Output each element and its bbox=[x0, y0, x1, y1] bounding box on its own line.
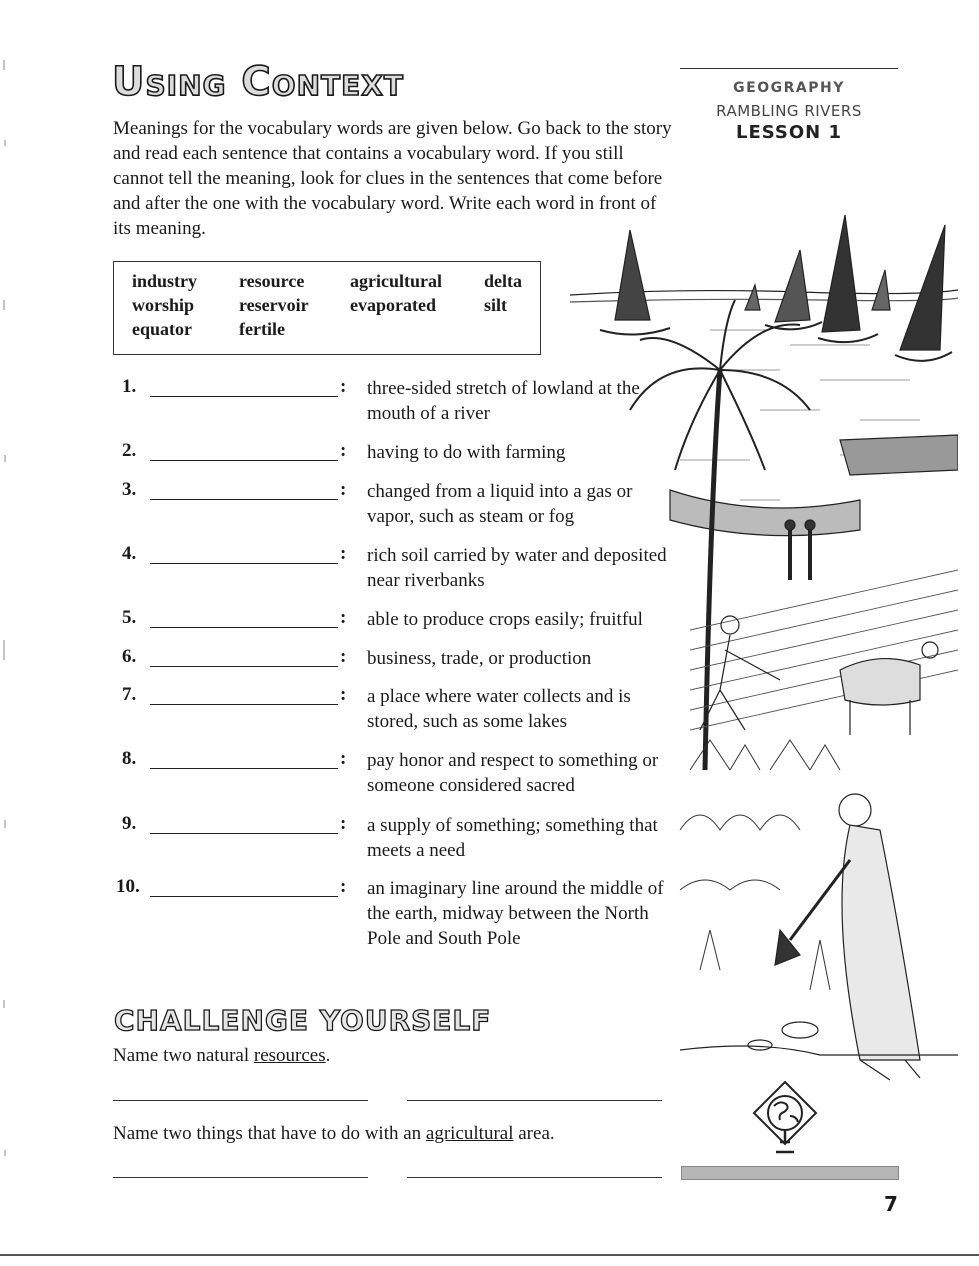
item-number: 2. bbox=[122, 440, 137, 461]
answer-line[interactable] bbox=[113, 1177, 368, 1178]
item-definition: rich soil carried by water and deposited near riverbanks bbox=[367, 545, 667, 591]
vocab-word: resource bbox=[239, 271, 305, 291]
answer-blank[interactable] bbox=[150, 896, 338, 897]
vocab-word: delta bbox=[484, 271, 522, 291]
scan-edge-marks bbox=[2, 0, 8, 1266]
vocab-word: worship bbox=[132, 295, 195, 315]
item-colon: : bbox=[340, 813, 347, 834]
vocabulary-word-box bbox=[113, 261, 541, 355]
item-number: 3. bbox=[122, 479, 137, 500]
item-definition: an imaginary line around the middle of the earth, midway between the North Pole and South Pole bbox=[367, 878, 664, 949]
river-farming-illustration bbox=[560, 210, 958, 1086]
item-colon: : bbox=[340, 876, 347, 897]
answer-line[interactable] bbox=[113, 1100, 368, 1101]
item-number: 8. bbox=[122, 748, 137, 769]
item-definition: three-sided stretch of lowland at the mouth of a river bbox=[367, 378, 640, 424]
question-keyword: resources bbox=[253, 1045, 326, 1066]
item-number: 5. bbox=[122, 607, 137, 628]
item-definition: having to do with farming bbox=[367, 442, 566, 463]
item-definition: a place where water collects and is stored, such as some lakes bbox=[367, 686, 631, 732]
item-definition: pay honor and respect to something or someone considered sacred bbox=[367, 750, 659, 796]
answer-blank[interactable] bbox=[150, 460, 338, 461]
vocab-word: equator bbox=[132, 319, 192, 339]
item-definition: business, trade, or production bbox=[367, 648, 592, 669]
answer-line[interactable] bbox=[407, 1177, 662, 1178]
answer-blank[interactable] bbox=[150, 666, 338, 667]
unit-label: RAMBLING RIVERS bbox=[716, 102, 862, 120]
vocab-word: industry bbox=[132, 271, 198, 291]
answer-blank[interactable] bbox=[150, 627, 338, 628]
answer-blank[interactable] bbox=[150, 704, 338, 705]
vocab-word: silt bbox=[484, 295, 508, 315]
item-definition: a supply of something; something that meets a need bbox=[367, 815, 658, 861]
decorative-bar bbox=[681, 1166, 899, 1180]
subject-label: GEOGRAPHY bbox=[733, 80, 845, 96]
item-definition: able to produce crops easily; fruitful bbox=[367, 609, 643, 630]
lesson-label: LESSON 1 bbox=[735, 122, 843, 143]
item-colon: : bbox=[340, 376, 347, 397]
answer-blank[interactable] bbox=[150, 396, 338, 397]
vocab-word: agricultural bbox=[350, 271, 442, 291]
bottom-rule bbox=[0, 1254, 979, 1256]
question-text: Name two things that have to do with an bbox=[113, 1123, 426, 1144]
challenge-heading: CHALLENGE YOURSELF bbox=[114, 1004, 492, 1037]
item-colon: : bbox=[340, 607, 347, 628]
answer-blank[interactable] bbox=[150, 499, 338, 500]
item-colon: : bbox=[340, 748, 347, 769]
item-colon: : bbox=[340, 646, 347, 667]
page-title: Using Context bbox=[112, 59, 404, 105]
globe-icon bbox=[752, 1080, 818, 1160]
item-colon: : bbox=[340, 543, 347, 564]
question-text: Name two natural bbox=[113, 1045, 254, 1066]
header-rule bbox=[680, 68, 898, 69]
answer-line[interactable] bbox=[407, 1100, 662, 1101]
item-number: 9. bbox=[122, 813, 137, 834]
question-text: . bbox=[325, 1045, 331, 1066]
item-colon: : bbox=[340, 440, 347, 461]
vocab-word: reservoir bbox=[239, 295, 309, 315]
answer-blank[interactable] bbox=[150, 833, 338, 834]
item-number: 10. bbox=[116, 876, 140, 897]
page-number: 7 bbox=[884, 1192, 898, 1216]
item-number: 7. bbox=[122, 684, 137, 705]
question-text: area. bbox=[513, 1123, 555, 1144]
challenge-question-2 bbox=[113, 1123, 555, 1145]
instructions: Meanings for the vocabulary words are given below. Go back to the story and read each sentence that contains a vocabulary word. If you still cannot tell the meaning, look for clues in the sentences that come before and after the one with the vocabulary word. Write each word in front of its meaning. bbox=[113, 118, 672, 239]
vocab-word: evaporated bbox=[350, 295, 436, 315]
item-colon: : bbox=[340, 479, 347, 500]
item-number: 1. bbox=[122, 376, 137, 397]
answer-blank[interactable] bbox=[150, 768, 338, 769]
item-number: 6. bbox=[122, 646, 137, 667]
item-definition: changed from a liquid into a gas or vapor, such as steam or fog bbox=[367, 481, 633, 527]
challenge-question-1 bbox=[113, 1045, 330, 1067]
item-colon: : bbox=[340, 684, 347, 705]
question-keyword: agricultural bbox=[425, 1123, 514, 1144]
item-number: 4. bbox=[122, 543, 137, 564]
answer-blank[interactable] bbox=[150, 563, 338, 564]
vocab-word: fertile bbox=[239, 319, 285, 339]
